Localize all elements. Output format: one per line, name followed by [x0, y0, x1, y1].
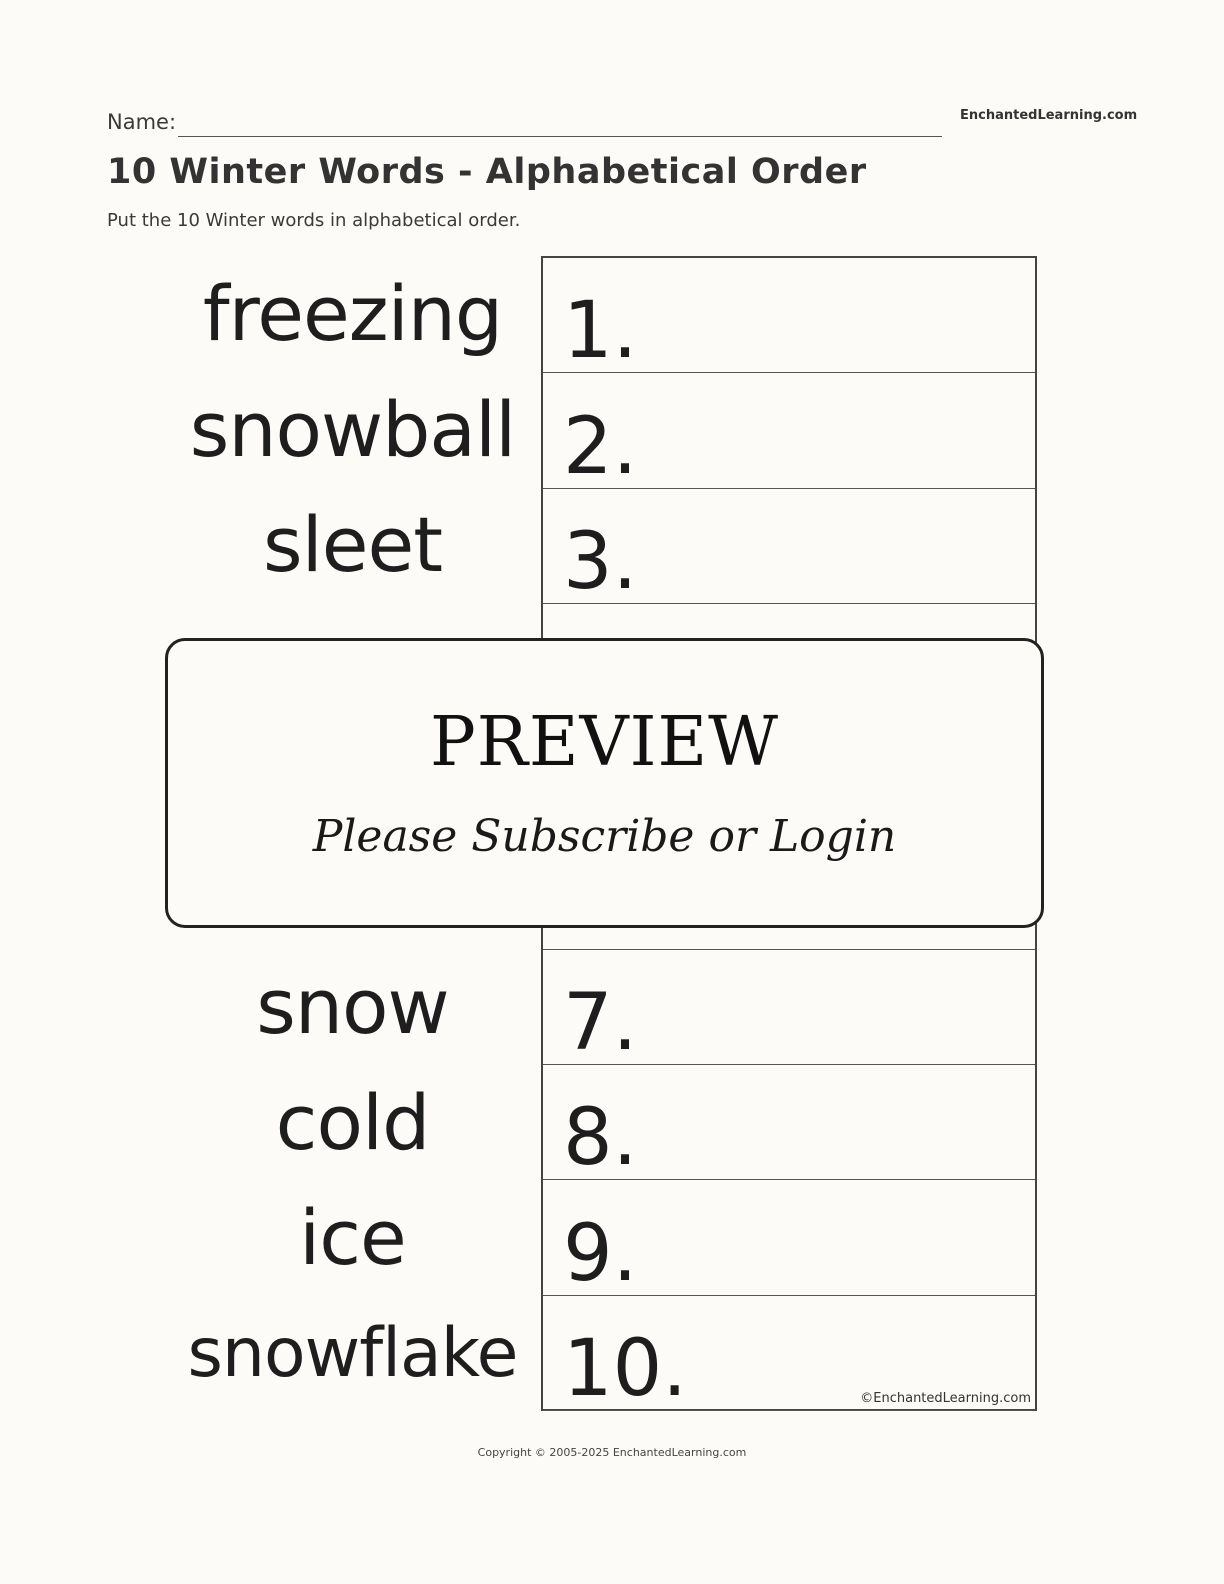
word-item: ice [299, 1193, 406, 1283]
name-label: Name: [107, 110, 177, 134]
answer-cell[interactable] [543, 489, 1035, 607]
answer-number: 3. [563, 516, 638, 607]
answer-number: 1. [563, 286, 638, 377]
preview-title: PREVIEW [429, 703, 780, 782]
name-line [178, 136, 942, 137]
answer-number: 8. [563, 1093, 638, 1184]
instructions: Put the 10 Winter words in alphabetical order. [107, 210, 521, 231]
answer-cell[interactable] [543, 950, 1035, 1069]
answer-cell[interactable] [543, 258, 1035, 377]
word-item: snowflake [187, 1313, 518, 1393]
word-item: sleet [262, 500, 443, 590]
preview-overlay[interactable] [165, 638, 1044, 928]
word-item: cold [275, 1077, 430, 1167]
answer-number: 9. [563, 1208, 638, 1299]
answer-cell[interactable] [543, 1180, 1035, 1299]
site-name: EnchantedLearning.com [960, 108, 1138, 123]
copyright: Copyright © 2005-2025 EnchantedLearning.com [477, 1446, 747, 1459]
page-title: 10 Winter Words - Alphabetical Order [107, 152, 867, 192]
answer-number: 7. [563, 978, 638, 1069]
answer-cell[interactable] [543, 373, 1035, 492]
word-item: snow [256, 962, 449, 1052]
word-item: freezing [202, 269, 503, 359]
answer-number: 2. [563, 401, 638, 492]
grid-credit: ©EnchantedLearning.com [860, 1391, 1031, 1406]
subscribe-login-prompt[interactable]: Please Subscribe or Login [312, 811, 897, 862]
answer-cell[interactable] [543, 1065, 1035, 1184]
word-item: snowball [189, 384, 516, 474]
answer-number: 10. [563, 1323, 688, 1414]
